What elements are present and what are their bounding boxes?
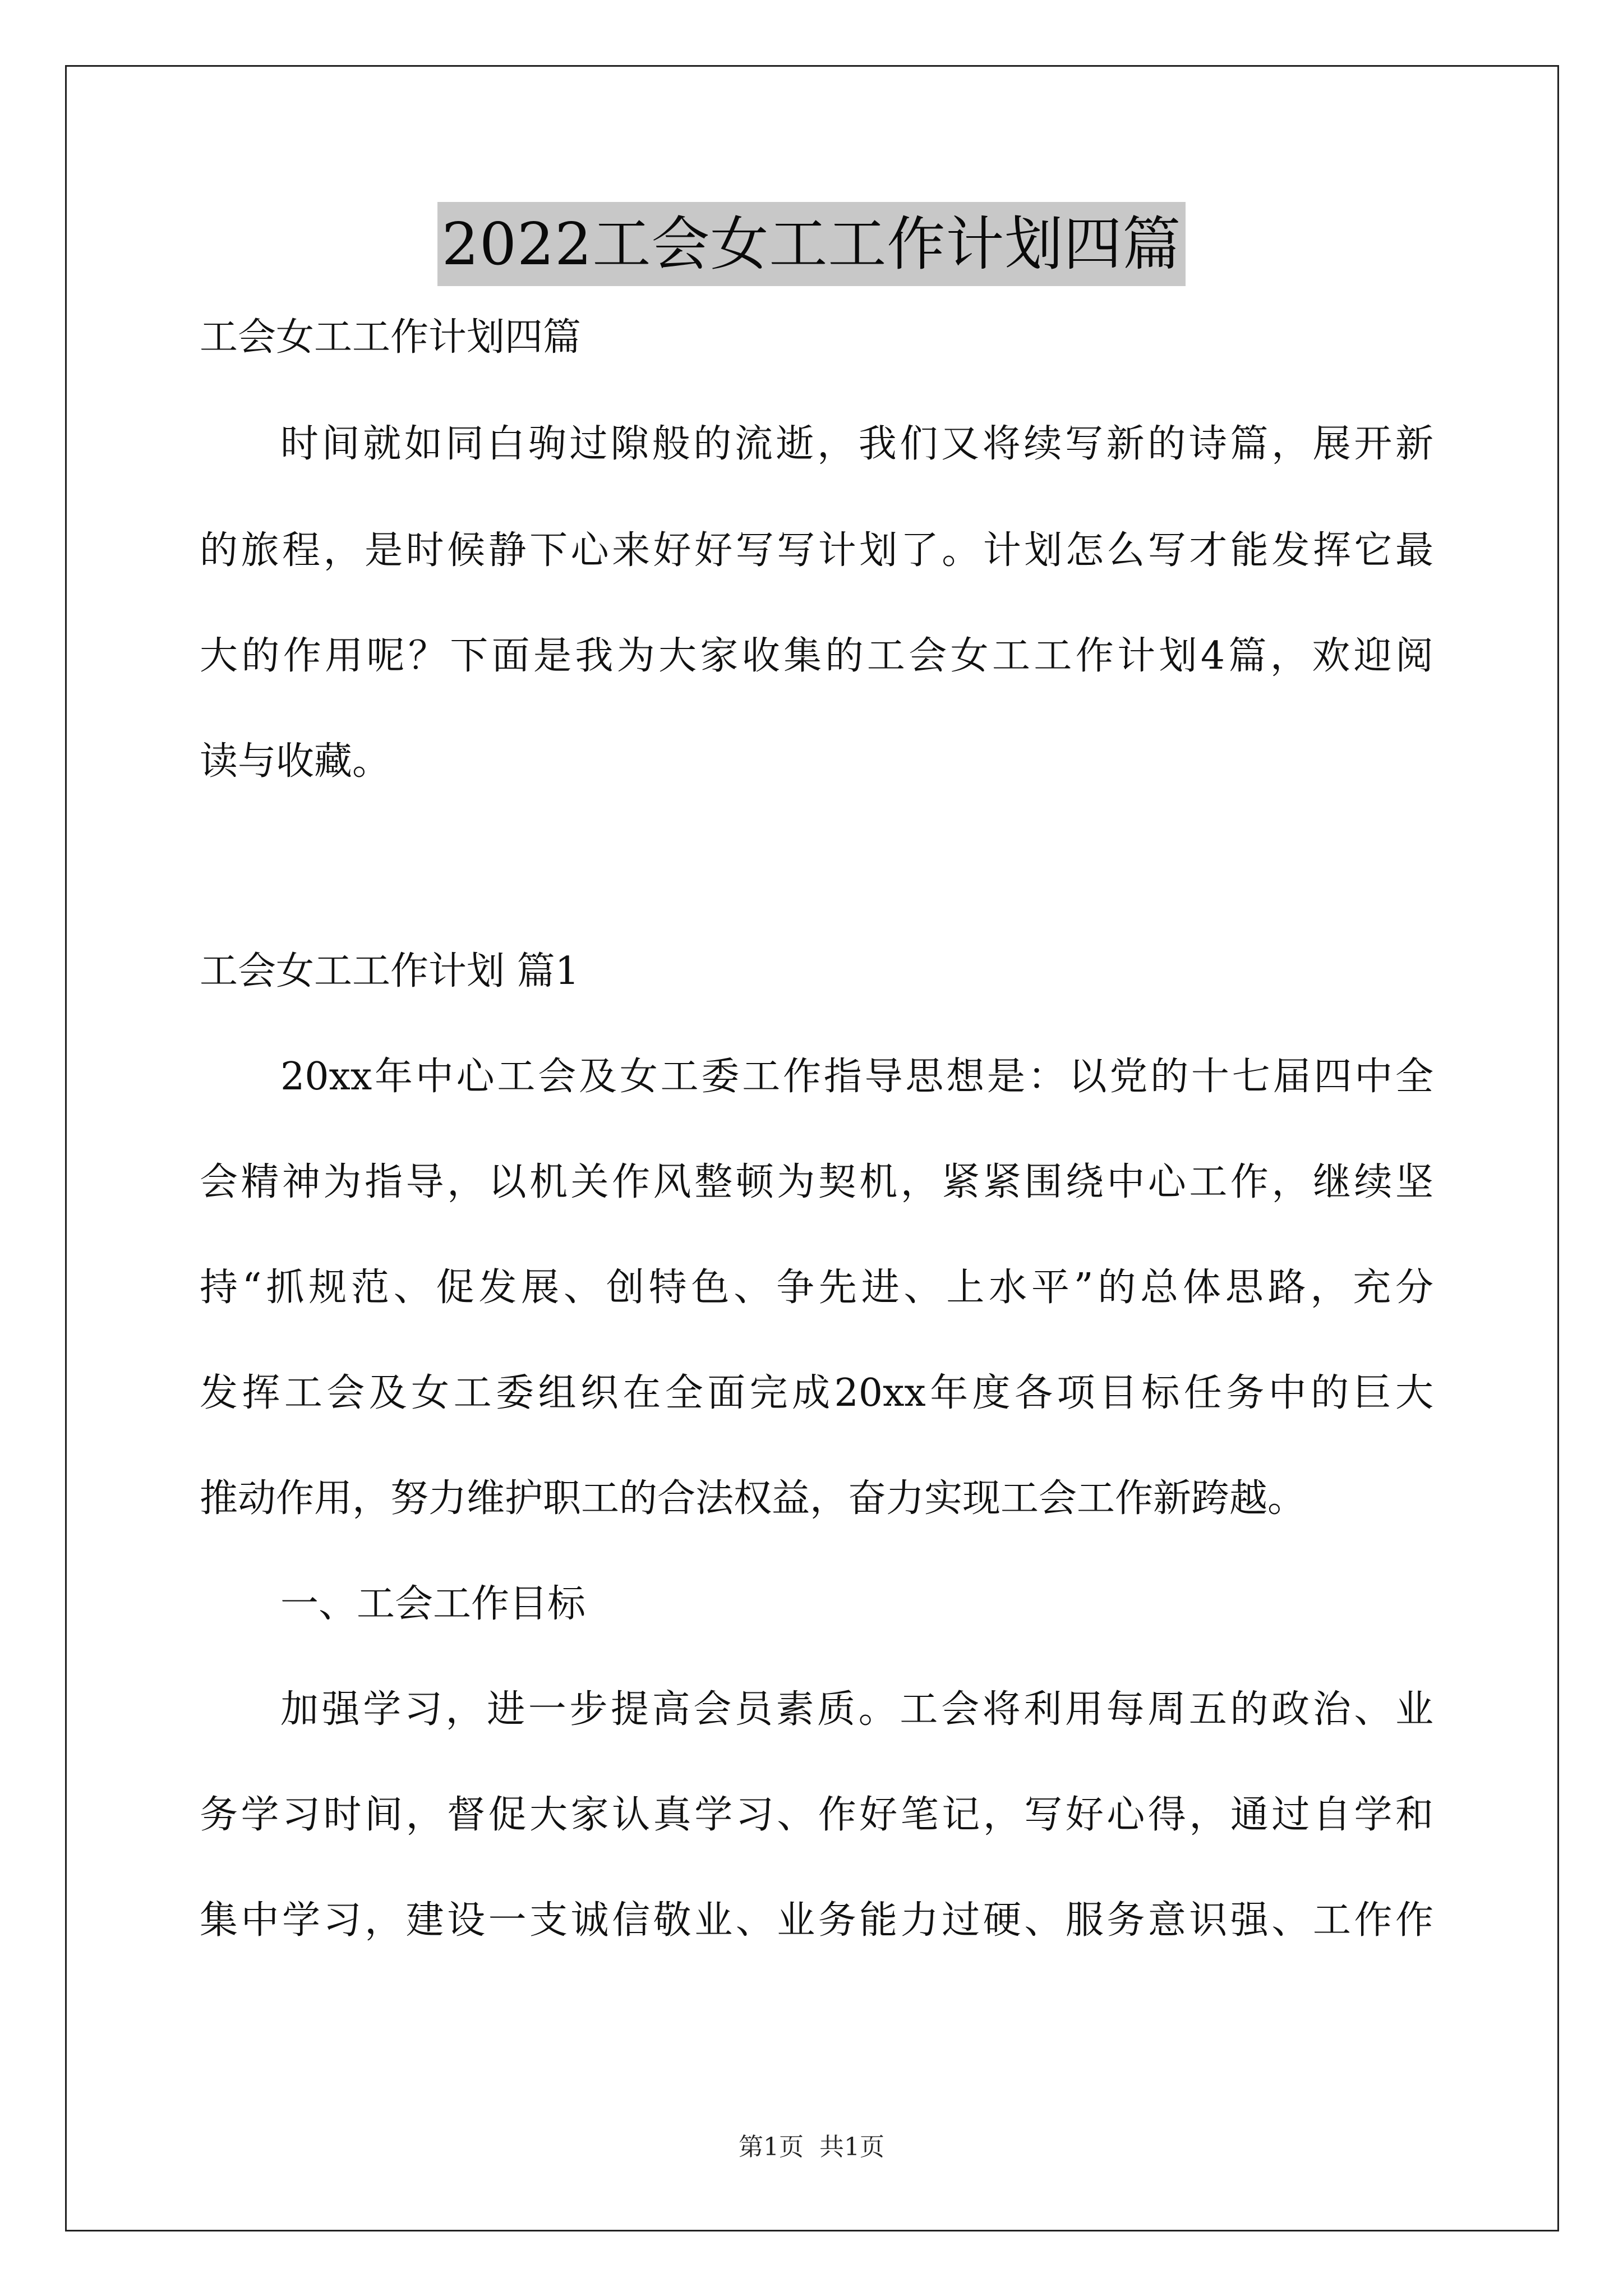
paragraph-line: 加强学习，进一步提高会员素质。工会将利用每周五的政治、业 (280, 1687, 1433, 1732)
paragraph-line: 20xx年中心工会及女工委工作指导思想是：以党的十七届四中全 (280, 1055, 1433, 1099)
paragraph-line: 持“抓规范、促发展、创特色、争先进、上水平”的总体思路，充分 (200, 1266, 1433, 1310)
document-title: 2022工会女工工作计划四篇 (437, 202, 1186, 286)
paragraph-line: 的旅程，是时候静下心来好好写写计划了。计划怎么写才能发挥它最 (200, 528, 1433, 573)
paragraph-line: 推动作用，努力维护职工的合法权益，奋力实现工会工作新跨越。 (200, 1476, 1306, 1521)
subtitle-line: 工会女工工作计划四篇 (200, 315, 582, 360)
paragraph-line: 时间就如同白驹过隙般的流逝，我们又将续写新的诗篇，展开新 (280, 422, 1433, 466)
paragraph-line: 务学习时间，督促大家认真学习、作好笔记，写好心得，通过自学和 (200, 1793, 1433, 1837)
section-heading: 工会女工工作计划 篇1 (200, 949, 579, 993)
title-wrap (0, 202, 1623, 286)
paragraph-line: 会精神为指导，以机关作风整顿为契机，紧紧围绕中心工作，继续坚 (200, 1160, 1433, 1204)
paragraph-line: 读与收藏。 (200, 739, 391, 784)
paragraph-line: 发挥工会及女工委组织在全面完成20xx年度各项目标任务中的巨大 (200, 1371, 1433, 1415)
subsection-heading: 一、工会工作目标 (280, 1582, 586, 1626)
page-footer (0, 2131, 1623, 2164)
page-number: 第1页 (739, 2133, 804, 2161)
paragraph-line: 大的作用呢？下面是我为大家收集的工会女工工作计划4篇，欢迎阅 (200, 634, 1433, 678)
page-total: 共1页 (819, 2133, 884, 2161)
paragraph-line: 集中学习，建设一支诚信敬业、业务能力过硬、服务意识强、工作作 (200, 1898, 1433, 1943)
